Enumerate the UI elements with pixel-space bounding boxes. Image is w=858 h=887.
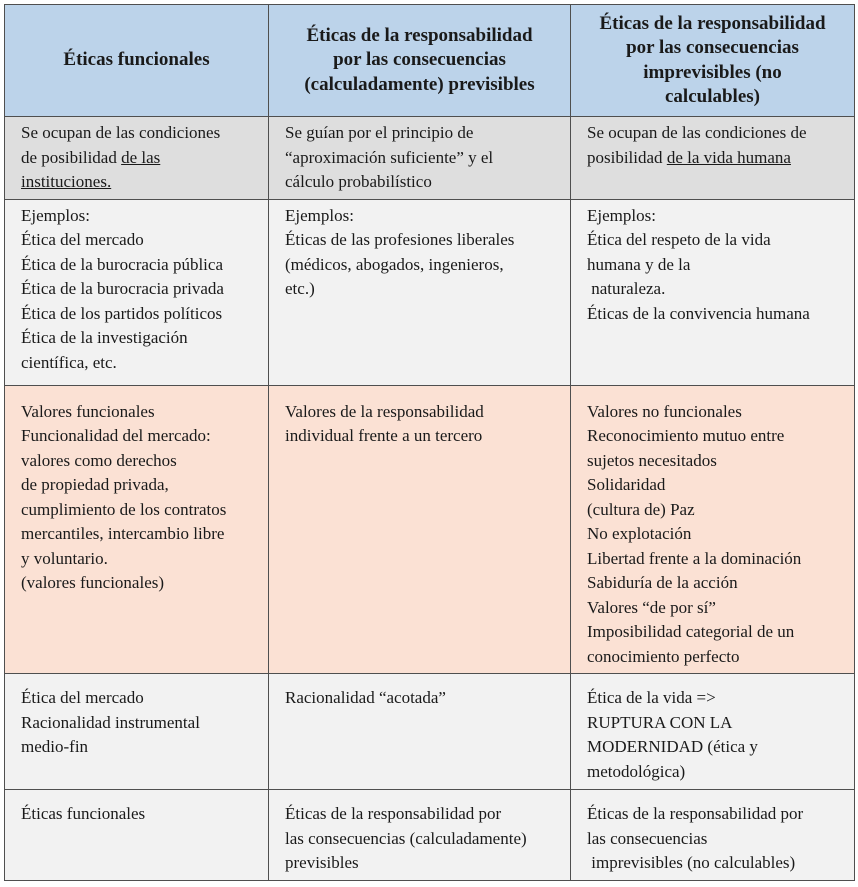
cell-line: científica, etc. [21,352,117,372]
cell-line: Imposibilidad categorial de un [587,622,795,641]
cell-line: Se ocupan de las condiciones de [587,123,807,142]
rational-cell-foreseeable [269,674,571,790]
cell-line: Ética del mercado [21,230,144,249]
cell-line: MODERNIDAD (ética y [587,737,758,756]
cell-line: las consecuencias (calculadamente) [285,828,527,848]
header-line: por las consecuencias [333,49,506,71]
cell-line: No explotación [587,524,692,543]
examples-cell-foreseeable [269,199,571,385]
cell-line: las consecuencias [587,828,708,848]
cell-line: medio-fin [21,737,89,756]
rationality-row [5,674,855,790]
cell-line: cumplimiento de los contratos [21,499,227,519]
cell-line: Ética del mercado [21,688,144,707]
cell-line [587,146,844,171]
desc-cell-unforeseeable [571,117,855,200]
cell-line: Reconocimiento mutuo entre [587,426,785,445]
cell-line: Funcionalidad del mercado: [21,426,211,445]
cell-text: de posibilidad [21,147,122,167]
cell-line: Valores no funcionales [587,401,742,421]
summary-cell-functional [5,790,269,881]
cell-line: (médicos, abogados, ingenieros, [285,254,504,274]
cell-line: cálculo probabilístico [285,172,432,191]
cell-line: (valores funcionales) [21,573,165,592]
cell-line: “aproximación suficiente” y el [285,147,494,167]
cell-line: Ética de la investigación [21,328,188,347]
cell-line [21,146,258,171]
values-row [5,385,855,674]
cell-line: Éticas funcionales [21,804,146,823]
description-row [5,117,855,200]
cell-line: Valores “de por sí” [587,597,716,617]
header-line: Éticas de la responsabilidad [599,12,826,34]
cell-line: naturaleza. [587,279,666,298]
cell-line: de propiedad privada, [21,475,169,494]
rational-cell-unforeseeable [571,674,855,790]
cell-line: individual frente a un tercero [285,426,483,445]
summary-cell-unforeseeable [571,790,855,881]
cell-line: Sabiduría de la acción [587,573,738,592]
header-line: por las consecuencias [626,37,799,58]
values-cell-functional [5,385,269,674]
header-line: calculables) [665,86,760,107]
cell-line: conocimiento perfecto [587,646,740,666]
cell-line: metodológica) [587,761,686,781]
cell-line: etc.) [285,279,315,298]
header-row [5,5,855,117]
cell-line: Racionalidad “acotada” [285,688,446,707]
cell-line: imprevisibles (no calculables) [587,853,796,872]
summary-cell-foreseeable [269,790,571,881]
cell-line: Ética del respeto de la vida [587,230,771,249]
underlined-text: de la vida humana [666,147,791,167]
underlined-text: de las [121,147,161,167]
cell-line: sujetos necesitados [587,450,717,470]
cell-line: mercantiles, intercambio libre [21,524,225,543]
summary-row [5,790,855,881]
cell-text: posibilidad [587,147,667,167]
header-unforeseeable-ethics [571,5,855,117]
cell-line: RUPTURA CON LA [587,712,733,732]
header-line: Éticas funcionales [63,49,210,71]
cell-line: Ética de la vida => [587,688,716,707]
cell-line: Éticas de las profesiones liberales [285,230,515,249]
header-functional-ethics [5,5,269,117]
cell-line: Ética de la burocracia privada [21,279,224,298]
cell-line: Se ocupan de las condiciones [21,123,221,142]
cell-line: y voluntario. [21,548,108,568]
cell-line: Ética de los partidos políticos [21,303,223,323]
cell-line: humana y de la [587,254,691,274]
cell-line: Ejemplos: [587,205,656,225]
header-foreseeable-ethics [269,5,571,117]
cell-line: Se guían por el principio de [285,123,474,142]
cell-line: valores como derechos [21,450,177,470]
desc-cell-foreseeable [269,117,571,200]
cell-line: (cultura de) Paz [587,499,695,519]
desc-cell-functional [5,117,269,200]
cell-line: Ejemplos: [21,205,90,225]
header-line: imprevisibles (no [643,61,782,83]
rational-cell-functional [5,674,269,790]
cell-line: Ética de la burocracia pública [21,254,223,274]
cell-line: Libertad frente a la dominación [587,548,802,568]
cell-line: previsibles [285,853,359,872]
cell-line: Éticas de la responsabilidad por [285,804,502,823]
cell-line: Éticas de la responsabilidad por [587,804,804,823]
cell-line: Racionalidad instrumental [21,712,200,732]
cell-line: Ejemplos: [285,205,354,225]
header-line: (calculadamente) previsibles [304,73,535,95]
ethics-comparison-table [4,4,855,881]
examples-row [5,199,855,385]
cell-line: Éticas de la convivencia humana [587,303,810,323]
values-cell-unforeseeable [571,385,855,674]
examples-cell-functional [5,199,269,385]
underlined-line: instituciones. [21,172,112,191]
cell-line: Solidaridad [587,475,666,494]
header-line: Éticas de la responsabilidad [306,24,533,46]
cell-line: Valores de la responsabilidad [285,401,484,421]
cell-line: Valores funcionales [21,401,155,421]
examples-cell-unforeseeable [571,199,855,385]
values-cell-foreseeable [269,385,571,674]
